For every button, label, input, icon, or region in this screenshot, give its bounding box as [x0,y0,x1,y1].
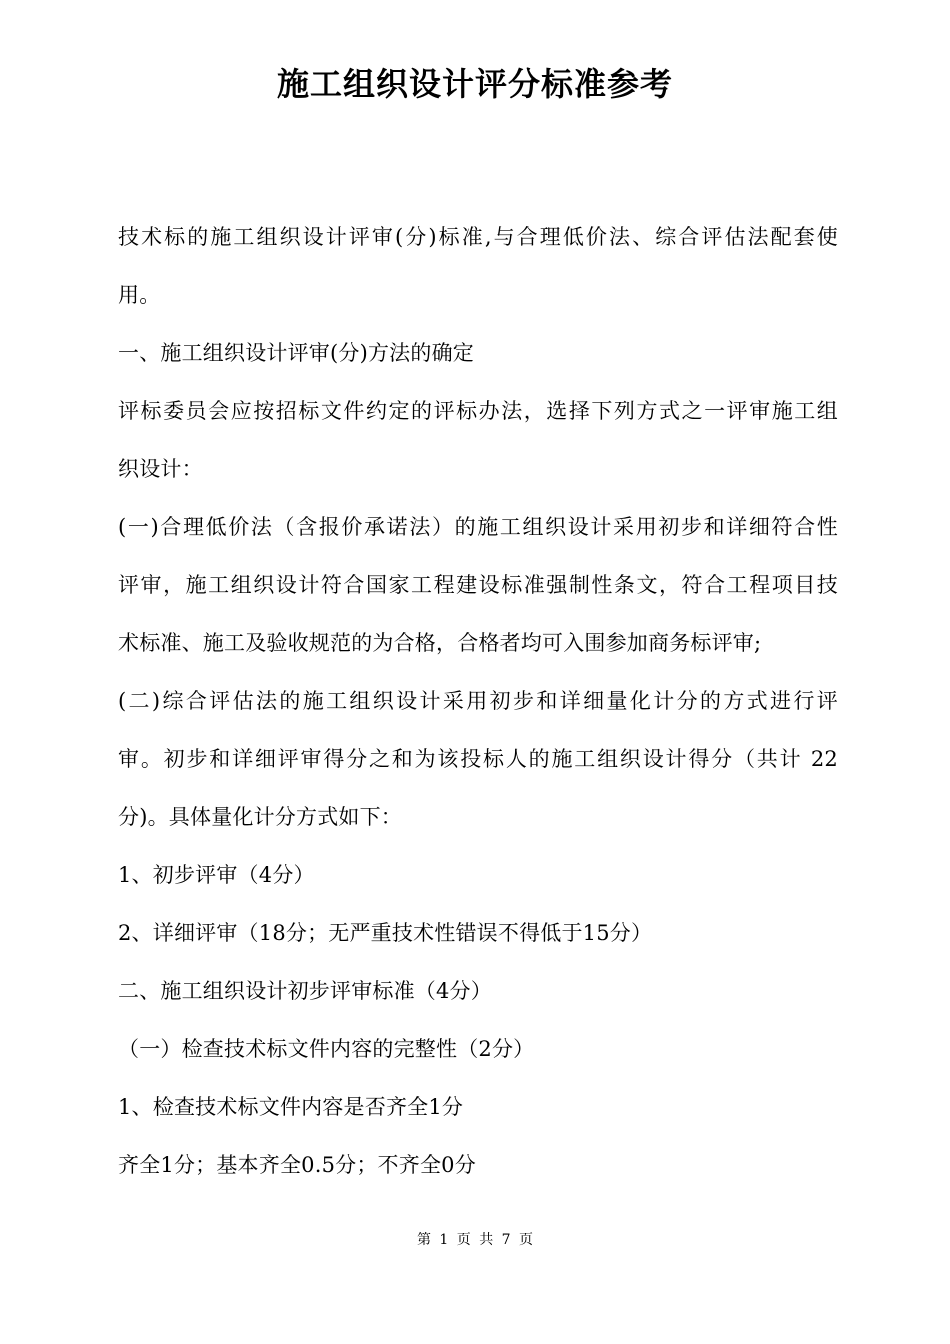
paragraph-line: 技术标的施工组织设计评审(分)标准,与合理低价法、综合评估法配套使 [118,225,838,249]
paragraph-line: 审。初步和详细评审得分之和为该投标人的施工组织设计得分（共计 22 [118,747,838,771]
paragraph-line: 评审，施工组织设计符合国家工程建设标准强制性条文，符合工程项目技 [118,573,838,597]
list-item: 2、详细评审（18分；无严重技术性错误不得低于15分） [118,921,653,945]
section-heading: 二、施工组织设计初步评审标准（4分） [118,979,492,1003]
paragraph-line: 织设计： [118,457,203,481]
page-footer: 第 1 页 共 7 页 [416,1232,534,1248]
list-item: 1、检查技术标文件内容是否齐全1分 [118,1095,464,1119]
page-title: 施工组织设计评分标准参考 [276,65,673,103]
paragraph-line: (一)合理低价法（含报价承诺法）的施工组织设计采用初步和详细符合性 [118,515,838,539]
document-body [118,208,838,1194]
paragraph-line: (二)综合评估法的施工组织设计采用初步和详细量化计分的方式进行评 [118,689,838,713]
paragraph-line: 分)。具体量化计分方式如下： [118,805,402,829]
subsection-heading: （一）检查技术标文件内容的完整性（2分） [118,1037,535,1061]
paragraph-line: 评标委员会应按招标文件约定的评标办法，选择下列方式之一评审施工组 [118,399,838,423]
list-item: 1、初步评审（4分） [118,863,315,887]
paragraph-line: 齐全1分；基本齐全0.5分；不齐全0分 [118,1153,476,1177]
paragraph-line: 术标准、施工及验收规范的为合格，合格者均可入围参加商务标评审; [118,631,762,655]
section-heading: 一、施工组织设计评审(分)方法的确定 [118,341,474,365]
paragraph-line: 用。 [118,283,161,307]
